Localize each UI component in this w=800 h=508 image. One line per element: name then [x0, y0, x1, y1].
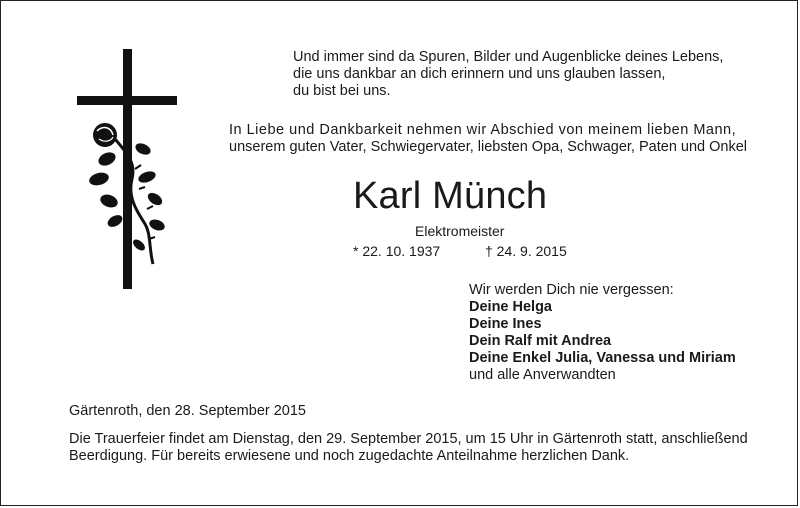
- deceased-name: Karl Münch: [353, 175, 548, 217]
- family-member: Deine Enkel Julia, Vanessa und Miriam: [469, 350, 736, 366]
- verse-line: Und immer sind da Spuren, Bilder und Augenblicke deines Lebens,: [293, 49, 724, 65]
- memorial-verse: [293, 49, 723, 100]
- verse-line: die uns dankbar an dich erinnern und uns glauben lassen,: [293, 66, 666, 82]
- farewell-text: [229, 122, 747, 156]
- notice-line: Beerdigung. Für bereits erwiesene und noch zugedachte Anteilnahme herzlichen Dank.: [69, 448, 630, 464]
- farewell-line: In Liebe und Dankbarkeit nehmen wir Abschied von meinem lieben Mann,: [229, 122, 737, 138]
- place-and-date: Gärtenroth, den 28. September 2015: [69, 403, 306, 419]
- family-list: [469, 282, 736, 384]
- family-member: Dein Ralf mit Andrea: [469, 333, 612, 349]
- farewell-line: unserem guten Vater, Schwiegervater, liebsten Opa, Schwager, Paten und Onkel: [229, 139, 748, 155]
- family-intro: Wir werden Dich nie vergessen:: [469, 282, 674, 298]
- family-member: Deine Ines: [469, 316, 542, 332]
- verse-line: du bist bei uns.: [293, 83, 391, 99]
- death-date: † 24. 9. 2015: [485, 243, 567, 259]
- cross-with-rose-icon: [77, 49, 177, 289]
- deceased-profession: Elektromeister: [415, 223, 505, 239]
- birth-date: * 22. 10. 1937: [353, 243, 441, 259]
- funeral-notice: [69, 431, 748, 465]
- notice-line: Die Trauerfeier findet am Dienstag, den 29. September 2015, um 15 Uhr in Gärtenroth statt, anschließend: [69, 431, 748, 447]
- family-member: Deine Helga: [469, 299, 552, 315]
- family-closing: und alle Anverwandten: [469, 367, 616, 383]
